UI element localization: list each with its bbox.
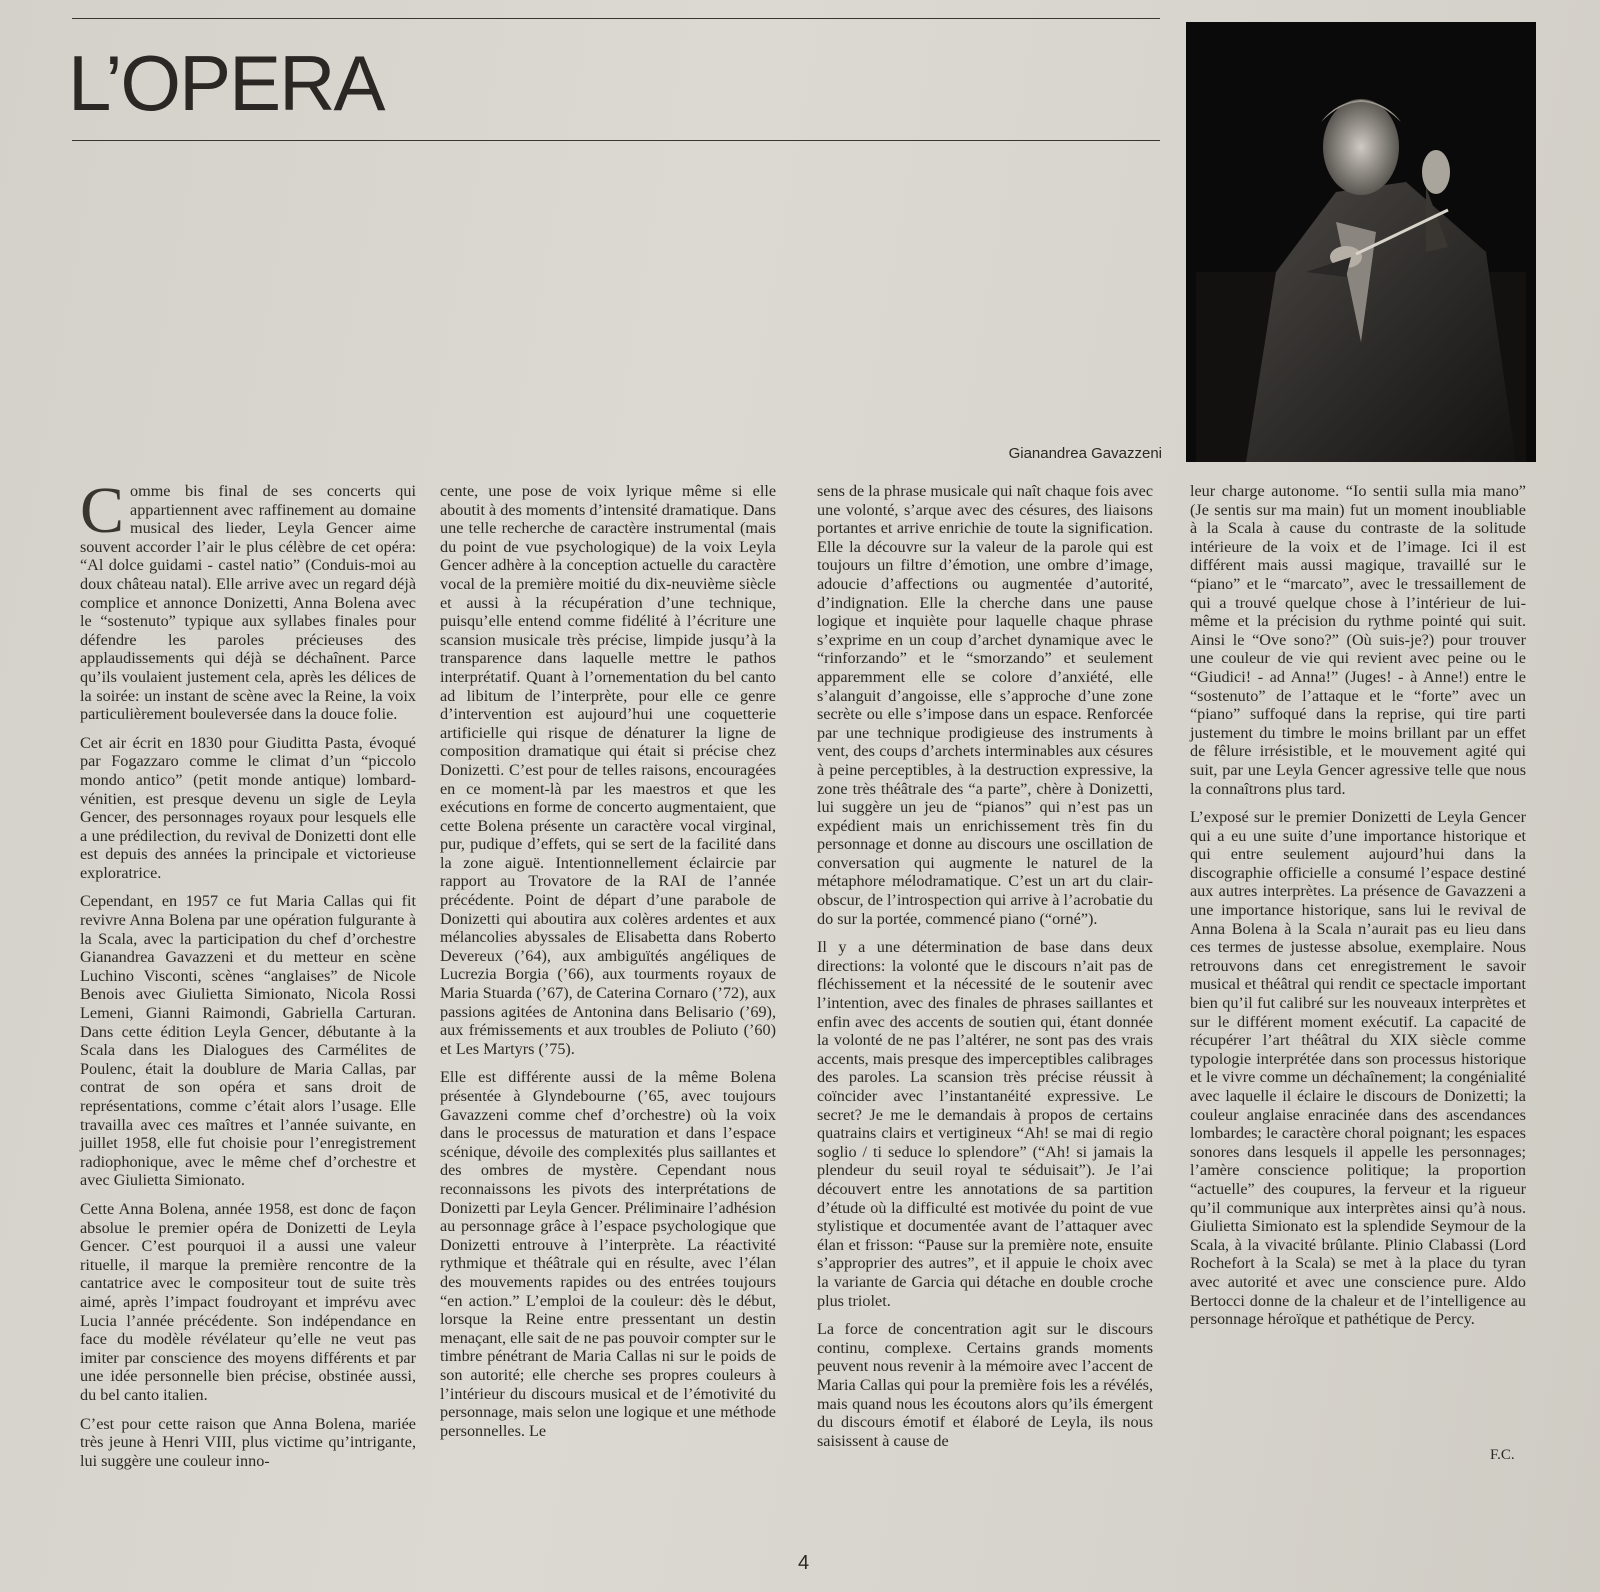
author-signature: F.C. (1490, 1447, 1515, 1463)
article-column-4 (1190, 482, 1526, 1542)
top-rule (72, 18, 1160, 19)
paragraph: Cependant, en 1957 ce fut Maria Callas qui fit revivre Anna Bolena par une opération fulgurante à la Scala, avec la participation du chef d’orchestre Gianandrea Gavazzeni et du metteur en scène Luchino Visconti, scènes “anglaises” de Nicole Benois avec Giulietta Simionato, Nicola Rossi Lemeni, Gianni Raimondi, Gabriella Carturan. Dans cette édition Leyla Gencer, débutante à la Scala dans les Dialogues des Carmélites de Poulenc, était la doublure de Maria Callas, par contrat de son opéra et sans droit de représentations, comme c’était alors l’usage. Elle travailla avec ces maîtres et l’année suivante, en juillet 1958, elle fut choisie pour l’enregistrement radiophonique, avec le même chef d’orchestre et avec Giulietta Simionato. (80, 892, 416, 1190)
drop-cap: C (80, 474, 125, 547)
paragraph: La force de concentration agit sur le discours continu, complexe. Certains grands moments peuvent nous revenir à la mémoire avec l’accent de Maria Callas qui pour la première fois les a révélés, mais quand nous les écoutons alors qu’ils émergent du discours émotif et élaboré de Leyla, ils nous saisissent à cause de (817, 1320, 1153, 1450)
paragraph: leur charge autonome. “Io sentii sulla mia mano” (Je sentis sur ma main) fut un moment inoubliable à la Scala à cause du contraste de la solitude intérieure de la voix et de l’image. Ici il est différent mais aussi magique, travaillé sur le “piano” et le “marcato”, avec le tressaillement de qui a trouvé quelque chose à l’intérieur de lui-même et la précision du rythme pointé qui suit. Ainsi le “Ove sono?” (Où suis-je?) pour trouver une couleur de vie qui revient avec peine ou le “Giudici! - ad Anna!” (Juges! - à Anne!) entre le “sostenuto” de l’attaque et le “forte” avec un “piano” suffoqué dans la reprise, qui tire parti justement du timbre le moins brillant par un effet de fêlure irrésistible, et le mouvement agité qui suit, par une Leyla Gencer agressive telle que nous la connaîtrons plus tard. (1190, 482, 1526, 798)
article-column-2 (440, 482, 776, 1542)
photo-caption: Gianandrea Gavazzeni (1008, 445, 1162, 462)
paragraph (80, 474, 416, 724)
paragraph: sens de la phrase musicale qui naît chaque fois avec une volonté, s’arque avec des césures, des liaisons portantes et arrive enrichie de toute la signification. Elle la découvre sur la valeur de la parole qui est toujours un filtre d’émotion, une ombre d’image, adoucie d’affections ou augmentée d’autorité, d’indignation. Elle la cherche dans une pause logique et inquiète pour laquelle chaque phrase s’exprime en un coup d’archet dynamique avec le “rinforzando” et le “smorzando” et seulement apparemment elle se colore d’anxiété, elle s’alanguit d’angoisse, elle s’approche d’une zone secrète ou elle s’impose dans un espace. Renforcée par une technique prodigieuse des instruments à vent, des coups d’archets interminables aux césures à peine perceptibles, à la destruction expressive, la zone très théâtrale des “a parte”, chère à Donizetti, lui suggère un jeu de “pianos” qui n’est pas un expédient mais un enrichissement très fin du personnage et donne au discours une oscillation de conversation qui augmente le naturel de la métaphore mélodramatique. C’est un art du clair-obscur, de l’introspection qui arrive à l’acrobatie du do sur la portée, commencé piano (“orné”). (817, 482, 1153, 928)
paragraph: Cet air écrit en 1830 pour Giuditta Pasta, évoqué par Fogazzaro comme le climat d’un “piccolo mondo antico” (petit monde antique) lombard-vénitien, est presque devenu un sigle de Leyla Gencer, des personnages royaux pour lesquels elle a une prédilection, du revival de Donizetti dont elle est depuis des années la principale et victorieuse exploratrice. (80, 733, 416, 882)
paragraph: Elle est différente aussi de la même Bolena présentée à Glyndebourne (’65, avec toujours Gavazzeni comme chef d’orchestre) où la voix dans le processus de maturation et dans l’espace scénique, dévoile des complexités plus saillantes et des ombres de mystère. Cependant nous reconnaissons les pivots des interprétations de Donizetti par Leyla Gencer. Préliminaire l’adhésion au personnage grâce à l’espace psychologique que Donizetti entrouve à l’interprète. La réactivité rythmique et théâtrale qui en résulte, avec l’élan des mouvements rapides ou des entrées toujours “en action.” L’emploi de la couleur: dès le début, lorsque la Reine entre pressentant un destin menaçant, elle sait de ne pas pouvoir compter sur le timbre pénétrant de Maria Callas ni sur le poids de son autorité; elle cherche ses propres couleurs à l’intérieur du discours musical et de l’émotivité du personnage, mais selon une logique et une méthode personnelles. Le (440, 1068, 776, 1440)
paragraph: cente, une pose de voix lyrique même si elle aboutit à des moments d’intensité dramatique. Dans une telle recherche de caractère instrumental (mais du point de vue psychologique) de la voix Leyla Gencer adhère à la conception actuelle du caractère vocal de la première moitié du dix-neuvième siècle et aussi à la récupération d’une technique, puisqu’elle entend comme fidélité à l’écriture une scansion musicale très précise, limpide jusqu’à la transparence dans laquelle mettre le pathos interprétatif. Quant à l’ornementation du bel canto ad libitum de l’interprète, pour elle ce genre d’intervention est aujourd’hui une coquetterie artificielle qui risque de dénaturer la ligne de composition dramatique qui était si précise chez Donizetti. C’est pour de telles raisons, encouragées en ce moment-là par les maestros et que les exécutions en forme de concerto augmentaient, que cette Bolena présente un caractère vocal virginal, pur, pudique d’effets, qui se sert de la facilité dans la zone aiguë. Intentionnellement éclaircie par rapport au Trovatore de la RAI de l’année précédente. Point de départ d’une parabole de Donizetti qui aboutira aux colères ardentes et aux mélancolies abyssales de Elisabetta dans Roberto Devereux (’64), aux ambiguïtés angéliques de Lucrezia Borgia (’66), aux tourments royaux de Maria Stuarda (’67), de Caterina Cornaro (’72), aux passions agitées de Antonina dans Belisario (’69), aux frémissements et aux troubles de Poliuto (’60) et Les Martyrs (’75). (440, 482, 776, 1058)
page-number: 4 (798, 1552, 810, 1574)
title-rule (72, 140, 1160, 141)
article-column-3 (817, 482, 1153, 1542)
paragraph: C’est pour cette raison que Anna Bolena, mariée très jeune à Henri VIII, plus victime qu’intrigante, lui suggère une couleur inno- (80, 1414, 416, 1470)
page-title: L’OPERA (68, 39, 384, 127)
paragraph-text: omme bis final de ses concerts qui appartiennent avec raffinement au domaine musical des lieder, Leyla Gencer aime souvent accorder l’air le plus célèbre de cet opéra: “Al dolce guidami - castel natio” (Conduis-moi au doux château natal). Elle arrive avec un regard déjà complice et annonce Donizetti, Anna Bolena avec le “sostenuto” typique aux syllabes finales pour défendre les paroles précieuses des applaudissements qui déjà se déchaînent. Parce qu’ils voulaient justement cela, après les délices de la soirée: un instant de scène avec la Reine, la voix particulièrement bouleversée dans la douce folie. (80, 482, 416, 724)
conductor-photo (1186, 22, 1536, 462)
paragraph: Cette Anna Bolena, année 1958, est donc de façon absolue le premier opéra de Donizetti de Leyla Gencer. C’est pourquoi il a aussi une valeur rituelle, il marque la première rencontre de la cantatrice avec le compositeur tout de suite très aimé, après l’impact foudroyant et imprévu avec Lucia l’année précédente. Son indépendance en face du modèle révélateur qu’elle ne veut pas imiter par conscience des moyens différents et par une idée personnelle bien précise, obstinée aussi, du bel canto italien. (80, 1199, 416, 1404)
paragraph: Il y a une détermination de base dans deux directions: la volonté que le discours n’ait pas de fléchissement et la nécessité de le soutenir avec l’intention, avec des finales de phrases saillantes et enfin avec des accents de soutien qui, étant donnée la volonté de ne pas l’altérer, ne sont pas des vrais accents, mais presque des imperceptibles calibrages des paroles. La scansion très précise réussit à coïncider avec l’instantanéité expressive. Le secret? Je me le demandais à propos de certains quatrains clairs et vertigineux “Ah! se mai di regio soglio / ti seduce lo splendore” (“Ah! si jamais la plendeur du seuil royal te séduisait”). Je l’ai découvert entre les annotations de sa partition d’étude où la difficulté est motivée du point de vue stylistique et documentée avant de l’attaquer avec élan et frisson: “Pause sur la première note, ensuite s’approprier des autres”, et il appuie le choix avec la variante de Garcia qui détache en double croche plus triolet. (817, 938, 1153, 1310)
article-column-1 (80, 474, 416, 1542)
conductor-photo-image (1186, 22, 1536, 462)
paragraph: L’exposé sur le premier Donizetti de Leyla Gencer qui a eu une suite d’une importance historique et qui entre seulement aujourd’hui dans la discographie officielle a consumé l’espace destiné aux autres interprètes. La présence de Gavazzeni a une importance historique, sans lui le revival de Anna Bolena à la Scala n’aurait pas eu lieu dans ces termes de justesse absolue, exemplaire. Nous retrouvons dans cet enregistrement le savoir musical et théâtral qui rendit ce spectacle important bien qu’il fut calibré sur les nouveaux interprètes et sur le différent moment exécutif. La capacité de récupérer l’art théâtral du XIX siècle comme typologie interprétée dans son processus historique et le vivre comme un déchaînement; la congénialité avec laquelle il éclaire le discours de Donizetti; la couleur anglaise enracinée dans des ascendances lombardes; le caractère choral poignant; les espaces sonores dans lesquels il appelle les personnages; l’amère conscience politique; la proportion “actuelle” des coupures, la ferveur et la rigueur qu’il communique aux interprètes ainsi qu’à nous. Giulietta Simionato est la splendide Seymour de la Scala, à la vivacité brûlante. Plinio Clabassi (Lord Rochefort à la Scala) se met à la place du tyran avec autorité et avec une conscience pure. Aldo Bertocci donne de la chaleur et de l’intelligence au personnage héroïque et pathétique de Percy. (1190, 808, 1526, 1329)
